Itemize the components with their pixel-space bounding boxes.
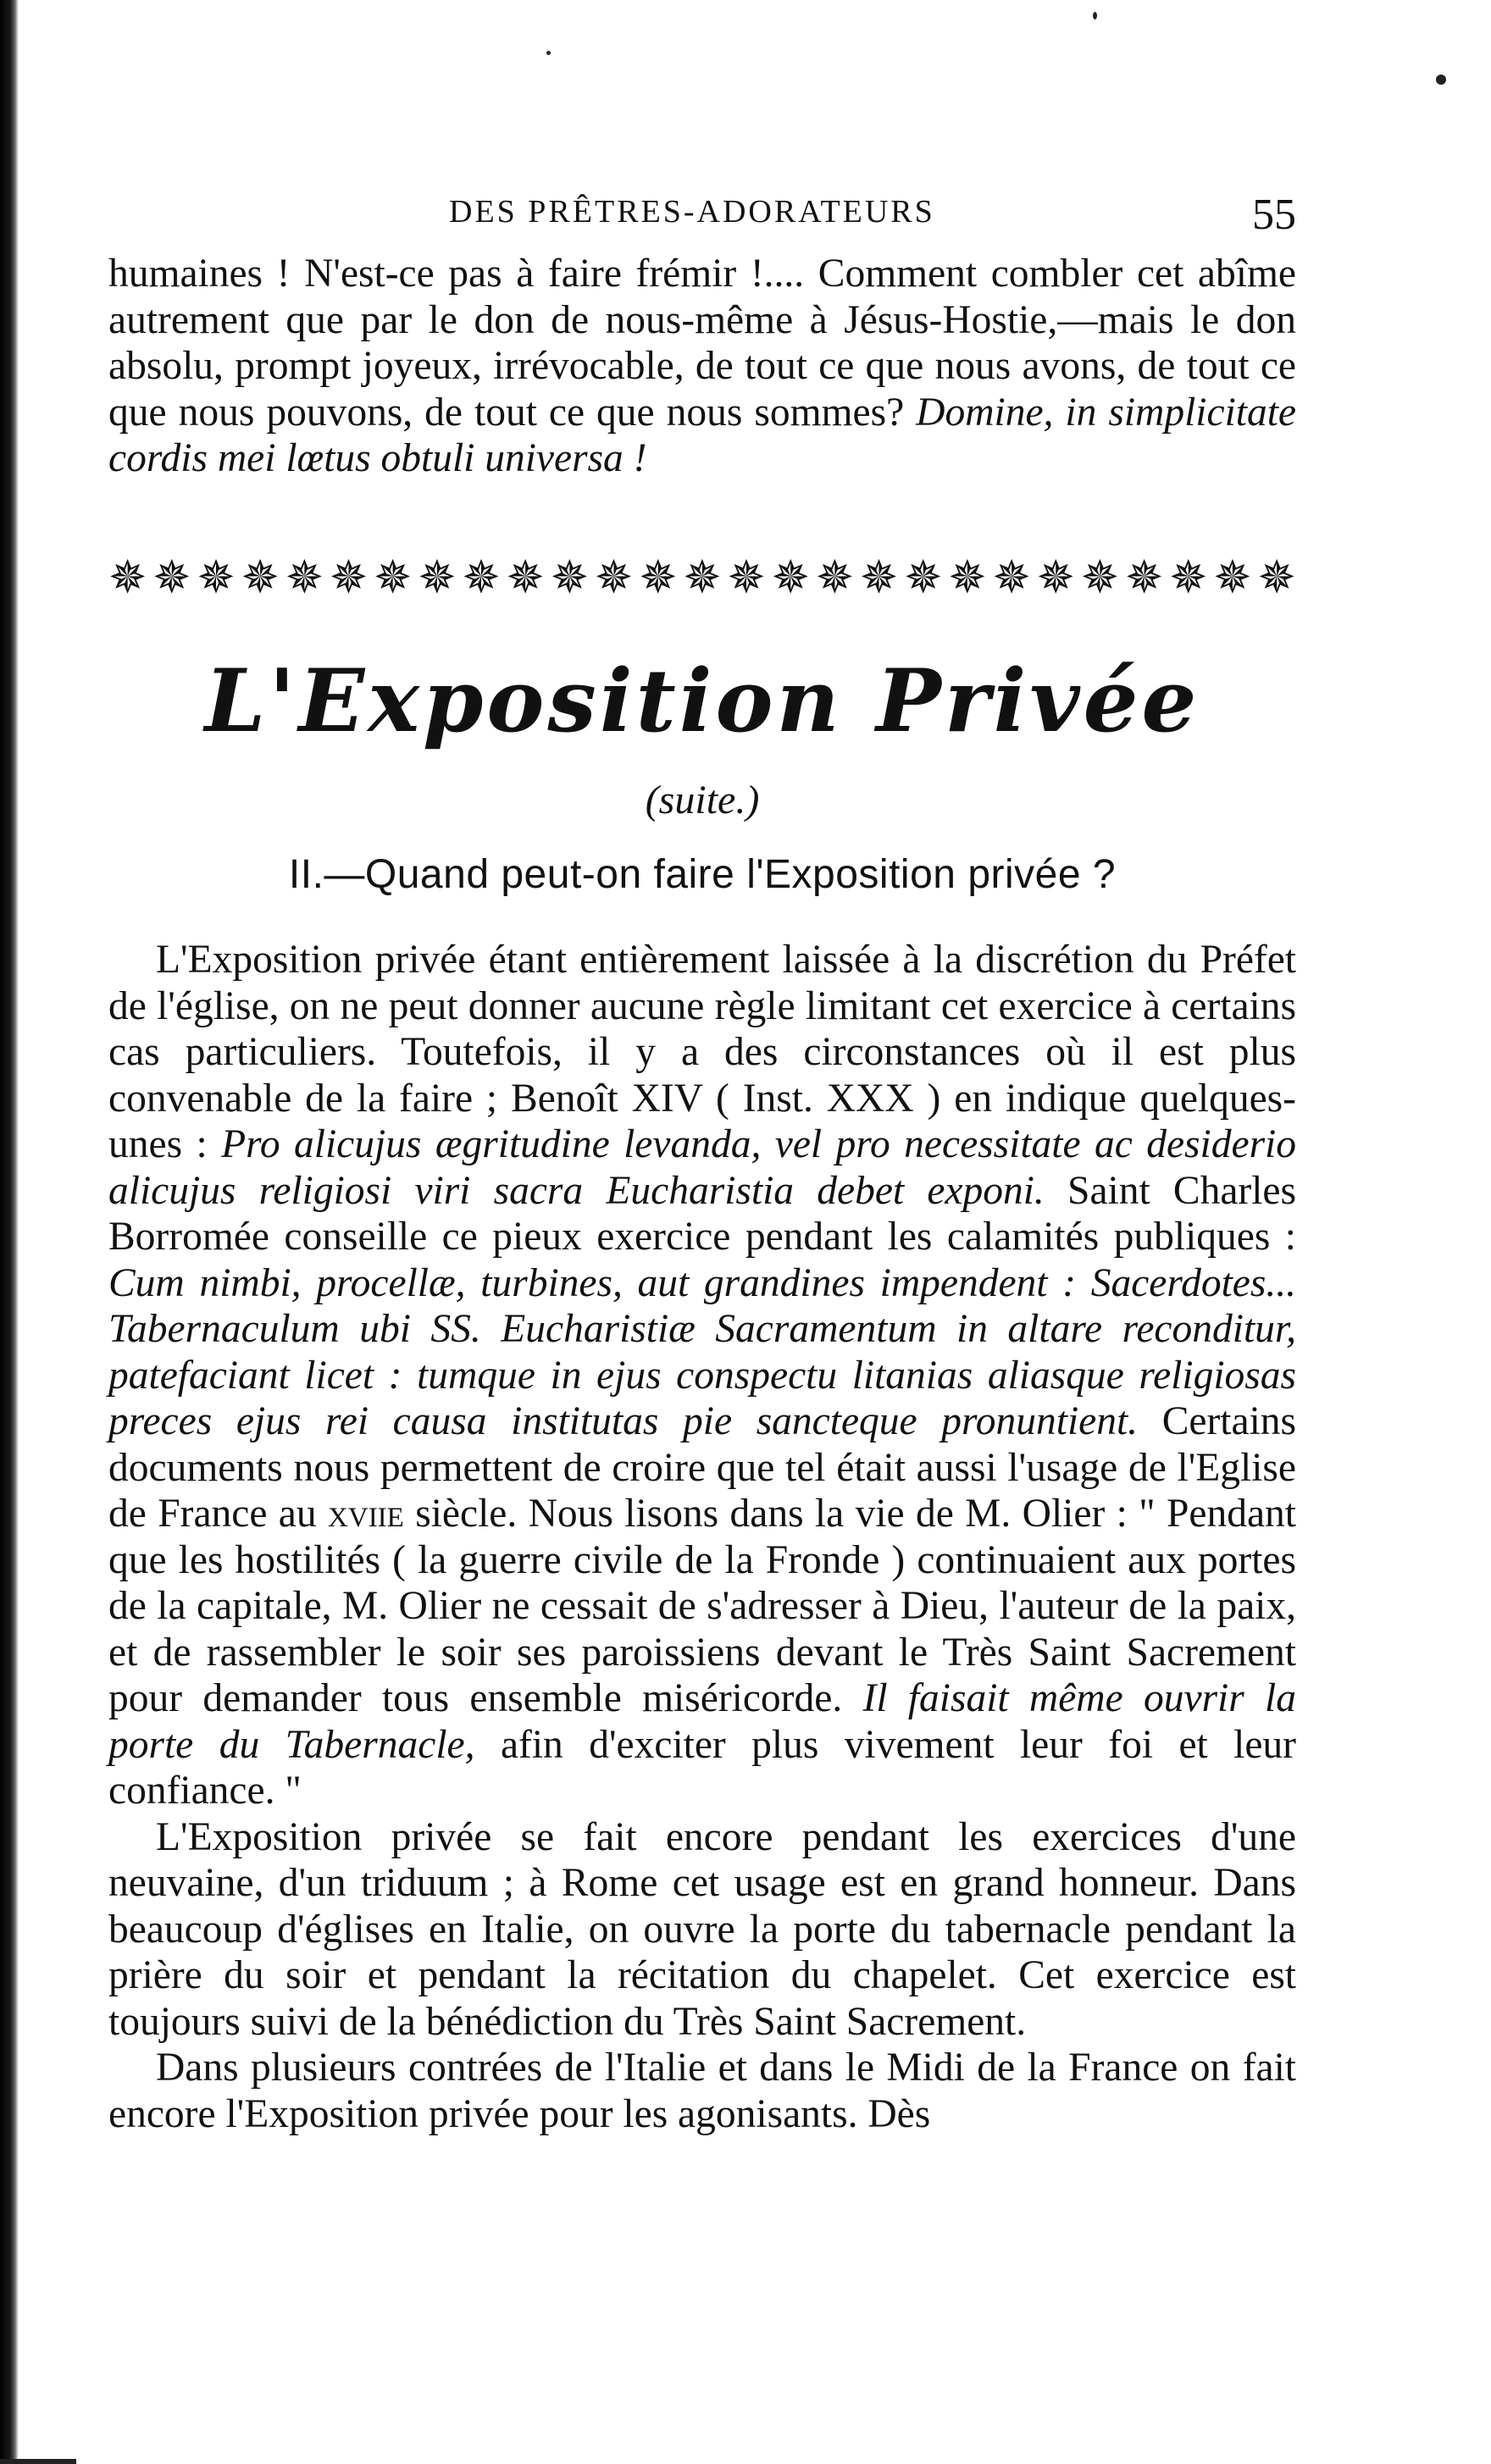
ornament-star-icon: ✵ — [904, 551, 943, 604]
ornament-star-icon: ✵ — [683, 551, 722, 604]
paragraph-1-italic-quote: Il faisait même ouvrir la porte du Tabernacle, — [108, 1676, 1296, 1767]
paragraph-1-text-a: L'Exposition privée étant entièrement laissée à la discrétion du Préfet de l'église, on ne peut donner aucune règle limitant cet exercice à certains cas particuliers. Toutefois, il y a des circonstances où il est plus convenable de la faire ; Benoît XIV ( Inst. XXX ) en indique quelques-unes : — [108, 938, 1296, 1166]
ornament-star-icon: ✵ — [859, 551, 899, 604]
opening-paragraph-block — [108, 251, 1296, 482]
ornament-star-icon: ✵ — [948, 551, 987, 604]
ornament-star-icon: ✵ — [197, 551, 236, 604]
paragraph-1-text-c: Certains documents nous permettent de croire que tel était aussi l'usage de l'Eglise de France au — [108, 1399, 1296, 1536]
section-title: II.—Quand peut-on faire l'Exposition privée ? — [288, 852, 1117, 897]
ornament-star-icon: ✵ — [241, 551, 280, 604]
paragraph-1-text-e: afin d'exciter plus vivement leur foi et leur confiance. " — [108, 1722, 1297, 1813]
ornament-star-icon: ✵ — [108, 551, 147, 604]
page-edge-mark — [0, 2459, 76, 2464]
ink-speck — [546, 51, 551, 55]
ornament-star-icon: ✵ — [152, 551, 191, 604]
ornament-star-icon: ✵ — [1257, 551, 1296, 604]
body-text — [108, 937, 1296, 2137]
ink-speck — [1436, 75, 1446, 85]
ornament-star-icon: ✵ — [374, 551, 413, 604]
opening-latin: Domine, in simplicitate cordis mei lœtus obtuli universa ! — [108, 390, 1297, 480]
ornament-star-icon: ✵ — [329, 551, 369, 604]
paragraph-1-latin-quote-2: Cum nimbi, procellæ, turbines, aut grandines impendent : Sacerdotes... Tabernaculum ubi SS. Eucharistiæ Sacramentum in altare reconditur, patefaciant licet : tumque in ejus conspectu litanias aliasque religiosas preces ejus rei causa institutas pie sancteque pronuntient. — [108, 1260, 1296, 1443]
page-number: 55 — [1252, 191, 1296, 239]
paragraph-1-latin-quote-1: Pro alicujus ægritudine levanda, vel pro necessitate ac desiderio alicujus religiosi viri sacra Eucharistia debet exponi. — [108, 1122, 1296, 1213]
paragraph-1 — [108, 937, 1296, 1814]
ornament-star-icon: ✵ — [285, 551, 324, 604]
century-mark: xviie — [328, 1492, 404, 1536]
chapter-heading: L'Exposition Privée — [204, 651, 1200, 752]
ornament-star-icon: ✵ — [1036, 551, 1075, 604]
paragraph-3: Dans plusieurs contrées de l'Italie et dans le Midi de la France on fait encore l'Exposition privée pour les agonisants. Dès — [108, 2046, 1296, 2136]
ornament-star-icon: ✵ — [1124, 551, 1164, 604]
ornament-star-icon: ✵ — [550, 551, 589, 604]
ornament-star-icon: ✵ — [594, 551, 634, 604]
opening-paragraph — [108, 251, 1296, 482]
running-head — [108, 190, 1296, 249]
ornament-star-icon: ✵ — [639, 551, 678, 604]
ornament-star-icon: ✵ — [1080, 551, 1120, 604]
running-title: DES PRÊTRES-ADORATEURS — [449, 194, 935, 230]
ornament-star-icon: ✵ — [462, 551, 501, 604]
ornament-star-icon: ✵ — [506, 551, 545, 604]
ornament-star-icon: ✵ — [771, 551, 810, 604]
chapter-subtitle: (suite.) — [645, 778, 760, 822]
paragraph-2: L'Exposition privée se fait encore pendant les exercices d'une neuvaine, d'un triduum ; à Rome cet usage est en grand honneur. Dans beaucoup d'églises en Italie, on ouvre la porte du tabernacle pendant la prière du soir et pendant la récitation du chapelet. Cet exercice est toujours suivi de la bénédiction du Très Saint Sacrement. — [108, 1814, 1296, 2044]
ink-speck — [1093, 12, 1097, 19]
opening-text: humaines ! N'est-ce pas à faire frémir !.... Comment combler cet abîme autrement que par le don de nous-même à Jésus-Hostie,—mais le don absolu, prompt joyeux, irrévocable, de tout ce que nous avons, de tout ce que nous pouvons, de tout ce que nous sommes? — [108, 252, 1296, 435]
ornament-star-icon: ✵ — [1213, 551, 1252, 604]
paragraph-1-text-b: Saint Charles Borromée conseille ce pieux exercice pendant les calamités publiques : — [108, 1168, 1296, 1259]
ornament-star-icon: ✵ — [815, 551, 854, 604]
binding-edge — [0, 0, 19, 2464]
ornament-star-icon: ✵ — [1169, 551, 1208, 604]
paragraph-1-text-d: siècle. Nous lisons dans la vie de M. Olier : " Pendant que les hostilités ( la guerre civile de la Fronde ) continuaient aux portes de la capitale, M. Olier ne cessait de s'adresser à Dieu, l'auteur de la paix, et de rassembler le soir ses paroissiens devant le Très Saint Sacrement pour demander tous ensemble miséricorde. — [108, 1492, 1296, 1720]
ornamental-divider — [108, 551, 1296, 604]
ornament-star-icon: ✵ — [992, 551, 1031, 604]
ornament-star-icon: ✵ — [418, 551, 457, 604]
ornament-star-icon: ✵ — [727, 551, 766, 604]
